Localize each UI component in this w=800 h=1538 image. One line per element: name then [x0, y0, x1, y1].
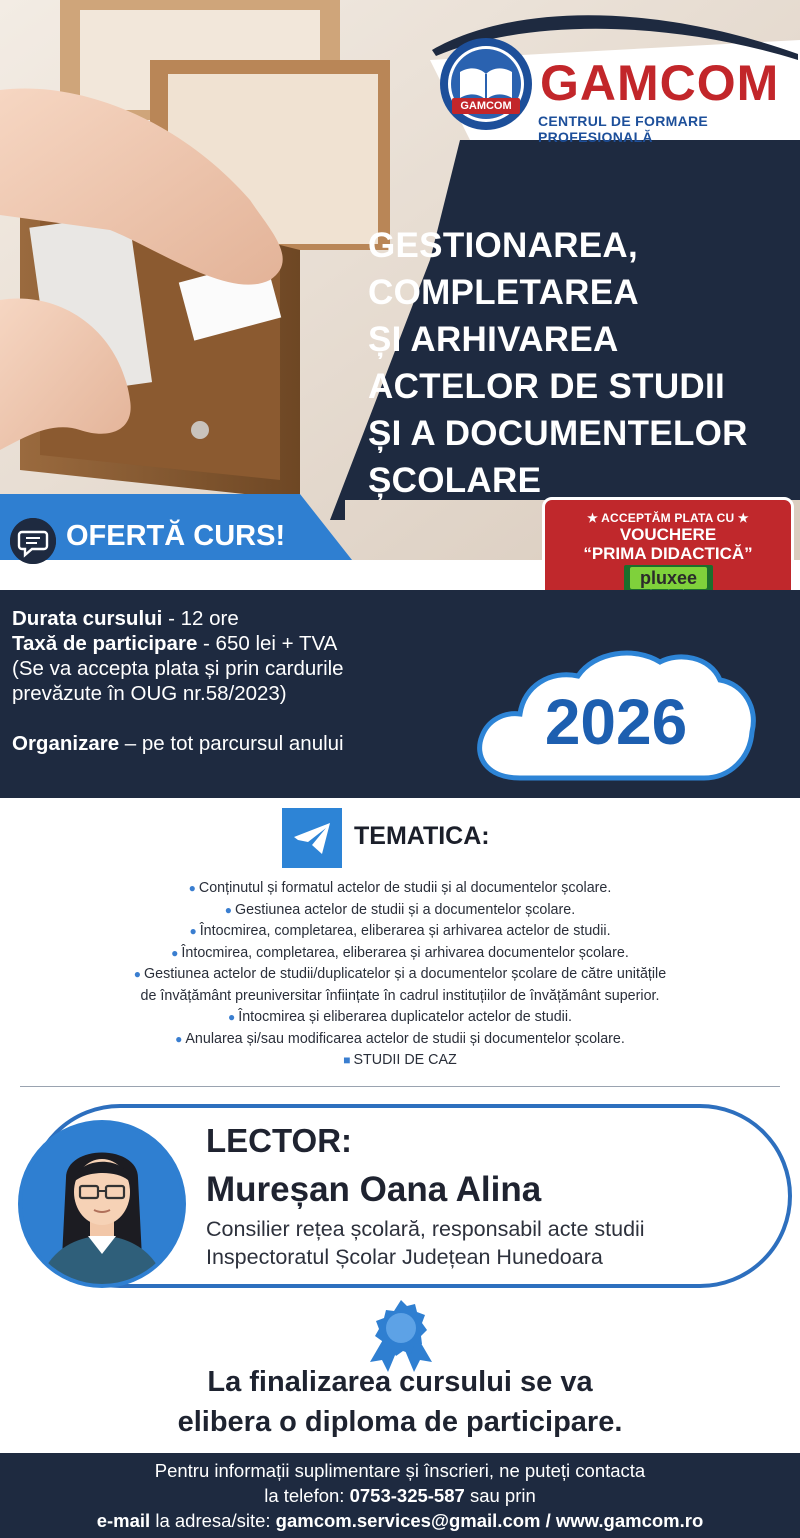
diploma-line-2: elibera o diploma de participare.: [177, 1406, 623, 1438]
list-item: [0, 943, 800, 965]
list-item-text: STUDII DE CAZ: [353, 1052, 457, 1068]
list-item: [0, 1007, 800, 1029]
paper-plane-icon: [282, 808, 342, 868]
lector-label: LECTOR:: [206, 1122, 353, 1159]
voucher-line-3: “PRIMA DIDACTICĂ”: [583, 544, 753, 563]
divider: [20, 1086, 780, 1087]
logo-badge-text: GAMCOM: [460, 100, 512, 112]
diploma-line-1: La finalizarea cursului se va: [207, 1366, 593, 1398]
fee-line: [12, 631, 344, 656]
footer-phone-suffix: sau prin: [464, 1485, 536, 1506]
course-info-section: [0, 590, 800, 798]
duration-value: - 12 ore: [162, 607, 239, 630]
brand-subtitle: CENTRUL DE FORMARE PROFESIONALĂ: [538, 113, 709, 145]
course-title-line: ACTELOR DE STUDII: [368, 367, 726, 406]
bullet-icon: ●: [188, 881, 196, 895]
brand-name: GAMCOM: [540, 55, 780, 111]
list-item: [0, 900, 800, 922]
footer-line-1: Pentru informații suplimentare și înscrieri, ne puteți contacta: [154, 1460, 646, 1481]
fee-label: Taxă de participare: [12, 632, 198, 655]
list-item-text: Conținutul și formatul actelor de studii și al documentelor școlare.: [198, 880, 612, 896]
bullet-icon: ●: [224, 902, 233, 917]
organization-line: [12, 731, 344, 756]
lector-name: Mureșan Oana Alina: [206, 1170, 542, 1209]
footer-address-text: la adresa/site:: [150, 1510, 276, 1531]
bullet-icon: ●: [227, 1010, 236, 1024]
bullet-icon: ■: [343, 1053, 351, 1067]
list-item: [0, 1050, 800, 1072]
organization-value: – pe tot parcursul anului: [119, 732, 344, 755]
list-item-text: de învățământ preuniversitar înființate în cadrul instituțiilor de învățământ superior.: [140, 987, 660, 1004]
list-item-text: Întocmirea, completarea, eliberarea și arhivarea actelor de studii.: [199, 923, 611, 939]
contact-footer: [0, 1453, 800, 1538]
duration-label: Durata cursului: [12, 607, 163, 630]
course-title-line: ȘCOLARE: [368, 461, 542, 500]
list-item-continuation: [0, 986, 800, 1008]
organization-label: Organizare: [12, 732, 120, 755]
bullet-icon: ●: [171, 945, 179, 960]
payment-note-2: prevăzute în OUG nr.58/2023): [12, 682, 287, 705]
avatar-icon: [16, 1118, 188, 1290]
lector-role-line-2: Inspectoratul Școlar Județean Hunedoara: [206, 1245, 603, 1269]
offer-label: OFERTĂ CURS!: [66, 520, 286, 552]
contact-links[interactable]: gamcom.services@gmail.com / www.gamcom.ro: [275, 1510, 704, 1531]
list-item: [0, 878, 800, 900]
payment-note-1: (Se va accepta plata și prin cardurile: [12, 657, 344, 680]
tematica-title: TEMATICA:: [354, 822, 490, 850]
footer-line-3: [0, 1508, 800, 1533]
footer-phone-prefix: la telefon:: [264, 1485, 350, 1506]
course-title-line: GESTIONAREA,: [368, 226, 639, 265]
lector-card: [8, 1104, 792, 1288]
list-item-text: Gestiunea actelor de studii/duplicatelor și a documentelor școlare de către unitățile: [144, 966, 667, 982]
course-title-line: ȘI ARHIVAREA: [368, 320, 619, 359]
course-title-line: COMPLETAREA: [368, 273, 639, 312]
bullet-icon: ●: [189, 924, 197, 938]
list-item: [0, 964, 800, 986]
logo-badge-icon: [438, 36, 534, 132]
hero-section: [0, 0, 800, 590]
list-item-text: Anularea și/sau modificarea actelor de studii și documentelor școlare.: [185, 1030, 625, 1047]
list-item-text: Întocmirea, completarea, eliberarea și arhivarea documentelor școlare.: [181, 944, 629, 961]
list-item-text: Întocmirea și eliberarea duplicatelor actelor de studii.: [238, 1009, 572, 1025]
list-item-text: Gestiunea actelor de studii și a documentelor școlare.: [235, 901, 576, 918]
list-item: [0, 921, 800, 943]
email-label: e-mail: [96, 1510, 151, 1531]
bullet-icon: ●: [133, 967, 142, 981]
list-item: [0, 1029, 800, 1051]
chat-bubble-icon: [10, 518, 56, 564]
year-label: 2026: [544, 686, 688, 758]
voucher-line-1: ★ ACCEPTĂM PLATA CU ★: [587, 511, 749, 525]
course-title-line: ȘI A DOCUMENTELOR: [368, 414, 748, 453]
fee-value: - 650 lei + TVA: [197, 632, 338, 655]
pluxee-name: pluxee: [630, 567, 707, 589]
spacer: [12, 706, 344, 731]
duration-line: [12, 606, 344, 631]
tematica-list: [0, 878, 800, 1072]
bullet-icon: ●: [175, 1031, 183, 1046]
course-details: [12, 606, 344, 756]
lector-role-line-1: Consilier rețea școlară, responsabil acte studii: [206, 1217, 645, 1241]
phone-link[interactable]: 0753-325-587: [349, 1485, 465, 1506]
voucher-line-2: VOUCHERE: [619, 525, 717, 544]
lector-role: [206, 1215, 645, 1271]
course-title: [368, 222, 798, 504]
footer-line-2: [0, 1483, 800, 1508]
diploma-notice: [0, 1362, 800, 1442]
